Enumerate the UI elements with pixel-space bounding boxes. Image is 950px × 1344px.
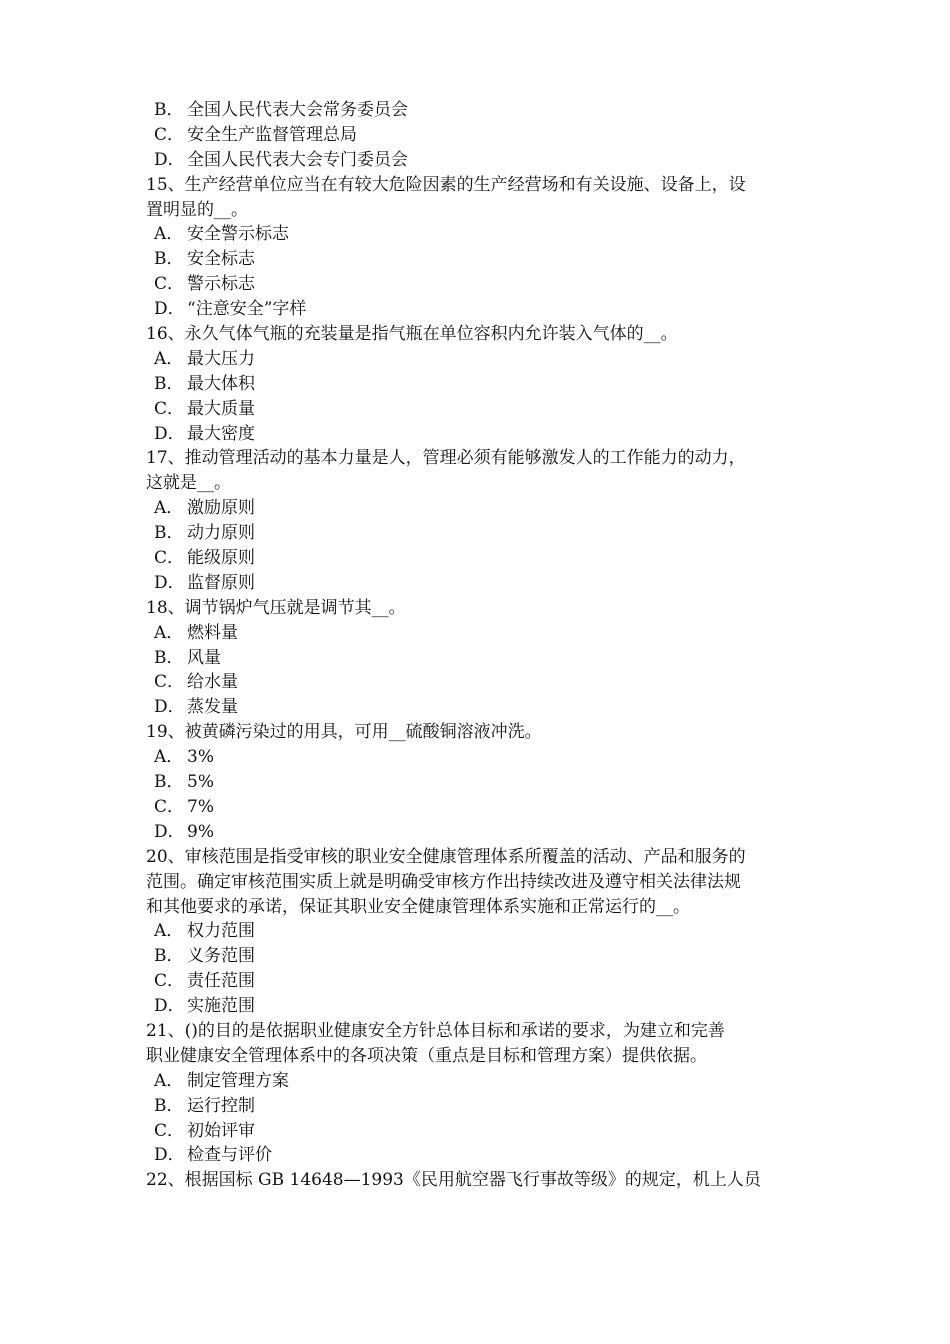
option-text: 安全生产监督管理总局	[187, 124, 357, 145]
question-stem	[146, 596, 810, 621]
option-letter: B．	[154, 772, 184, 793]
answer-option	[146, 272, 810, 297]
option-text: 动力原则	[187, 523, 255, 544]
option-text: 5%	[187, 772, 214, 793]
option-letter: B．	[154, 946, 184, 967]
answer-option	[146, 795, 810, 820]
option-text: 安全警示标志	[187, 224, 289, 245]
answer-option	[146, 621, 810, 646]
option-letter: C．	[154, 398, 185, 419]
option-letter: A．	[154, 498, 184, 519]
question-stem	[146, 720, 810, 745]
option-letter: B．	[154, 1095, 184, 1116]
answer-option	[146, 546, 810, 571]
answer-option	[146, 969, 810, 994]
answer-option	[146, 571, 810, 596]
answer-option	[146, 944, 810, 969]
answer-option	[146, 397, 810, 422]
answer-option	[146, 994, 810, 1019]
answer-option	[146, 745, 810, 770]
question-stem	[146, 845, 810, 920]
answer-option	[146, 1119, 810, 1144]
answer-option	[146, 372, 810, 397]
option-letter: C．	[154, 124, 185, 145]
option-text: 最大压力	[187, 348, 255, 369]
question-line: 这就是__。	[146, 473, 231, 494]
option-letter: B．	[154, 100, 184, 120]
option-text: 9%	[187, 821, 214, 842]
question-line: 和其他要求的承诺，保证其职业安全健康管理体系实施和正常运行的__。	[146, 896, 690, 917]
answer-option	[146, 695, 810, 720]
option-letter: D．	[154, 697, 185, 718]
option-letter: A．	[154, 348, 184, 369]
answer-option	[146, 820, 810, 845]
option-letter: D．	[154, 1145, 185, 1166]
question-line: 职业健康安全管理体系中的各项决策（重点是目标和管理方案）提供依据。	[146, 1045, 707, 1066]
option-letter: C．	[154, 971, 185, 992]
option-text: 最大质量	[187, 398, 255, 419]
option-letter: D．	[154, 996, 185, 1017]
option-letter: B．	[154, 249, 184, 270]
option-text: 制定管理方案	[187, 1070, 289, 1091]
option-text: 3%	[187, 747, 214, 768]
option-text: 全国人民代表大会常务委员会	[187, 100, 408, 120]
answer-option	[146, 496, 810, 521]
question-line: 21、()的目的是依据职业健康安全方针总体目标和承诺的要求，为建立和完善	[146, 1020, 725, 1041]
option-letter: C．	[154, 1120, 185, 1141]
answer-option	[146, 521, 810, 546]
option-letter: D．	[154, 423, 185, 444]
answer-option	[146, 1069, 810, 1094]
answer-option	[146, 347, 810, 372]
question-line: 15、生产经营单位应当在有较大危险因素的生产经营场和有关设施、设备上，设	[146, 174, 746, 195]
option-text: 激励原则	[187, 498, 255, 519]
document-body	[146, 98, 810, 1193]
answer-option	[146, 919, 810, 944]
option-text: 蒸发量	[187, 697, 238, 718]
option-text: 给水量	[187, 672, 238, 693]
answer-option	[146, 148, 810, 173]
option-text: 最大密度	[187, 423, 255, 444]
option-letter: B．	[154, 373, 184, 394]
answer-option	[146, 1143, 810, 1168]
option-letter: D．	[154, 572, 185, 593]
option-letter: B．	[154, 523, 184, 544]
answer-option	[146, 670, 810, 695]
option-text: 安全标志	[187, 249, 255, 270]
option-letter: A．	[154, 1070, 184, 1091]
answer-option	[146, 123, 810, 148]
question-line: 置明显的__。	[146, 199, 248, 220]
option-letter: C．	[154, 672, 185, 693]
option-letter: B．	[154, 647, 184, 668]
option-text: 7%	[187, 796, 214, 817]
option-text: 义务范围	[187, 946, 255, 967]
question-line: 22、根据国标 GB 14648—1993《民用航空器飞行事故等级》的规定，机上人员	[146, 1170, 761, 1191]
option-letter: A．	[154, 224, 184, 245]
option-text: 能级原则	[187, 548, 255, 569]
option-letter: C．	[154, 274, 185, 295]
option-text: 风量	[187, 647, 221, 668]
option-text: 检查与评价	[187, 1145, 272, 1166]
question-stem	[146, 1168, 810, 1193]
question-line: 19、被黄磷污染过的用具，可用__硫酸铜溶液冲洗。	[146, 722, 542, 743]
answer-option	[146, 770, 810, 795]
option-letter: D．	[154, 299, 185, 320]
option-letter: C．	[154, 548, 185, 569]
question-stem	[146, 446, 810, 496]
question-line: 18、调节锅炉气压就是调节其__。	[146, 597, 406, 618]
answer-option	[146, 98, 810, 123]
option-text: 最大体积	[187, 373, 255, 394]
option-letter: A．	[154, 622, 184, 643]
option-text: 警示标志	[187, 274, 255, 295]
question-line: 16、永久气体气瓶的充装量是指气瓶在单位容积内允许装入气体的__。	[146, 324, 678, 345]
option-letter: D．	[154, 821, 185, 842]
question-stem	[146, 1019, 810, 1069]
question-stem	[146, 322, 810, 347]
option-text: 运行控制	[187, 1095, 255, 1116]
question-line: 20、审核范围是指受审核的职业安全健康管理体系所覆盖的活动、产品和服务的	[146, 846, 746, 867]
option-letter: A．	[154, 921, 184, 942]
option-text: 全国人民代表大会专门委员会	[187, 149, 408, 170]
answer-option	[146, 1094, 810, 1119]
option-text: “注意安全”字样	[187, 299, 307, 320]
option-text: 实施范围	[187, 996, 255, 1017]
option-text: 责任范围	[187, 971, 255, 992]
option-text: 初始评审	[187, 1120, 255, 1141]
answer-option	[146, 297, 810, 322]
option-text: 权力范围	[187, 921, 255, 942]
option-text: 监督原则	[187, 572, 255, 593]
answer-option	[146, 422, 810, 447]
question-stem	[146, 173, 810, 223]
answer-option	[146, 222, 810, 247]
option-letter: C．	[154, 796, 185, 817]
option-letter: A．	[154, 747, 184, 768]
option-text: 燃料量	[187, 622, 238, 643]
answer-option	[146, 247, 810, 272]
option-letter: D．	[154, 149, 185, 170]
answer-option	[146, 646, 810, 671]
question-line: 17、推动管理活动的基本力量是人，管理必须有能够激发人的工作能力的动力，	[146, 448, 746, 469]
question-line: 范围。确定审核范围实质上就是明确受审核方作出持续改进及遵守相关法律法规	[146, 871, 741, 892]
